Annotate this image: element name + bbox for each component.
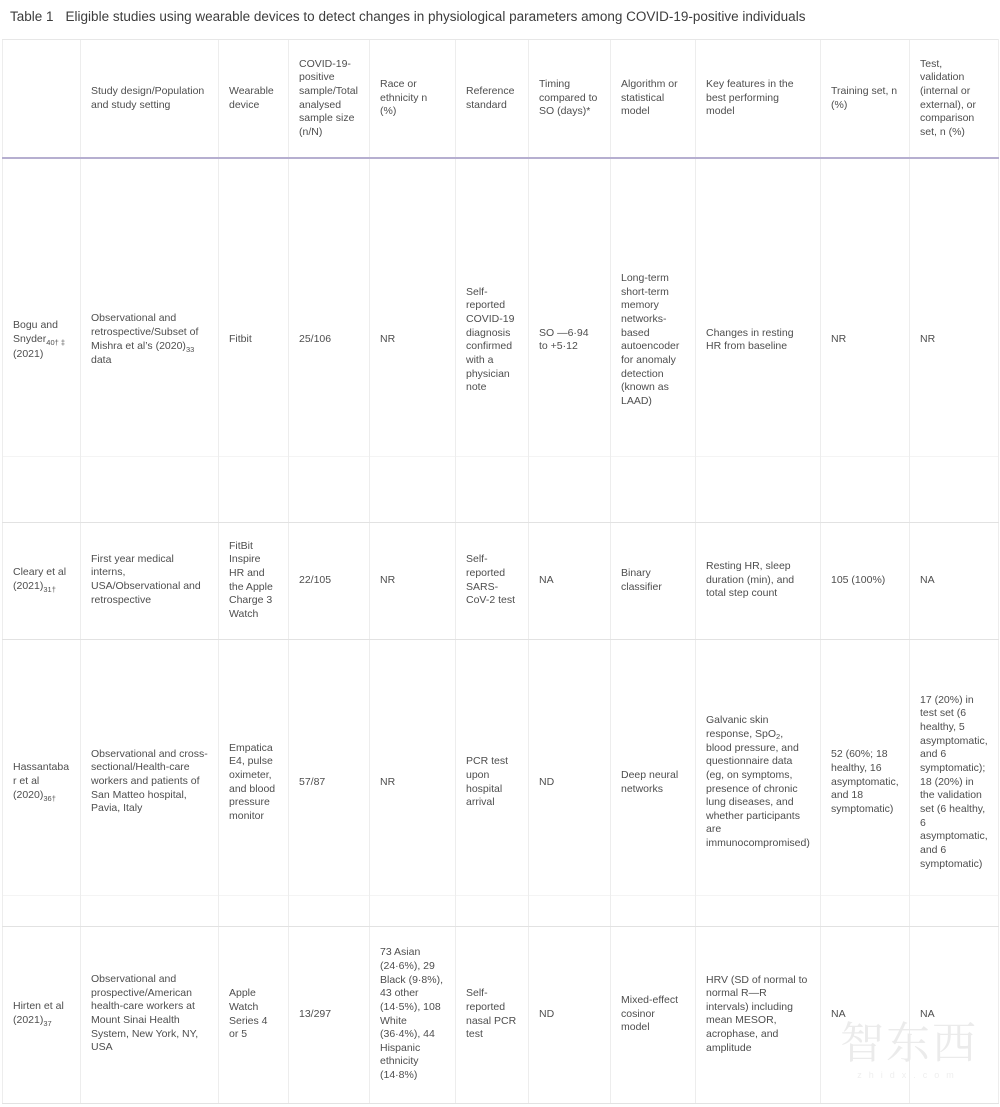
cell-reference: Self-reported COVID-19 diagnosis confirmed with a physician note [456,158,529,522]
cell-design: Observational and retrospective/Subset of Mishra et al’s $(2020)_{33}$ data [81,158,219,522]
cell-sample: 57/87 [289,639,370,926]
table-row-hassantabar [3,639,999,926]
cell-sample: 13/297 [289,926,370,1103]
cell-algorithm: Deep neural networks [611,639,696,926]
zhidx-url: zhidx.com [857,1070,961,1081]
cell-study: Bogu and Snyder$_{40\dagger \ddagger}$ (2021) [3,158,81,522]
cell-test: NR [910,158,999,522]
header-test-validation: Test, validation (internal or external), or comparison set, n (%) [910,40,999,159]
cell-design: Observational and cross-sectional/Health-care workers and patients of San Matteo hospital, Pavia, Italy [81,639,219,926]
cell-test: NA [910,522,999,639]
header-reference-standard: Reference standard [456,40,529,159]
cell-algorithm: Mixed-effect cosinor model [611,926,696,1103]
header-sample-size: COVID-19-positive sample/Total analysed sample size (n/N) [289,40,370,159]
cell-algorithm: Long-term short-term memory networks-based autoencoder for anomaly detection (known as LAAD) [611,158,696,522]
citation-mark: 36† [43,793,56,803]
cell-reference: PCR test upon hospital arrival [456,639,529,926]
header-timing: Timing compared to SO (days)* [529,40,611,159]
header-study [3,40,81,159]
cell-study: Hassantabar et al $(2020)_{36\dagger}$ [3,639,81,926]
table-title [0,0,1000,24]
cell-race: 73 Asian (24·6%), 29 Black (9·8%), 43 other (14·5%), 108 White (36·4%), 44 Hispanic ethnicity (14·8%) [370,926,456,1103]
header-race-ethnicity: Race or ethnicity n (%) [370,40,456,159]
cell-design: Observational and prospective/American health-care workers at Mount Sinai Health System, New York, NY, USA [81,926,219,1103]
cell-timing: ND [529,639,611,926]
studies-table [2,39,999,1104]
subscript-2: 2 [776,731,781,741]
cell-race: NR [370,522,456,639]
zhidx-logo: 智东西 [840,1019,978,1068]
cell-test: NA [910,926,999,1103]
cell-features: Resting HR, sleep duration (min), and total step count [696,522,821,639]
header-key-features: Key features in the best performing model [696,40,821,159]
cell-reference: Self-reported nasal PCR test [456,926,529,1103]
cell-training: 52 (60%; 18 healthy, 16 asymptomatic, and 18 symptomatic) [821,639,910,926]
cell-device: FitBit Inspire HR and the Apple Charge 3 Watch [219,522,289,639]
cell-features: Changes in resting HR from baseline [696,158,821,522]
header-training-set: Training set, n (%) [821,40,910,159]
cell-training: NR [821,158,910,522]
cell-test: 17 (20%) in test set (6 healthy, 5 asymptomatic, and 6 symptomatic); 18 (20%) in the validation set (6 healthy, 6 asymptomatic, and 6 symptomatic) [910,639,999,926]
header-row [3,40,999,159]
cell-device: Apple Watch Series 4 or 5 [219,926,289,1103]
cell-study: Hirten et al $(2021)_{37}$ [3,926,81,1103]
cell-timing: ND [529,926,611,1103]
cell-features: Galvanic skin response, SpO2, blood pressure, and questionnaire data (eg, on symptoms, presence of chronic lung diseases, and whether participants are immunocompromised) [696,639,821,926]
cell-race: NR [370,639,456,926]
cell-timing: NA [529,522,611,639]
cell-reference: Self-reported SARS-CoV-2 test [456,522,529,639]
cell-training: NA [821,926,910,1103]
cell-sample: 22/105 [289,522,370,639]
citation-mark: 31† [43,584,56,594]
header-algorithm: Algorithm or statistical model [611,40,696,159]
cell-race: NR [370,158,456,522]
cell-device: Fitbit [219,158,289,522]
table-caption: Eligible studies using wearable devices to detect changes in physiological parameters among COVID-19-positive individuals [65,9,806,24]
table-row-hirten [3,926,999,1103]
cell-device: Empatica E4, pulse oximeter, and blood pressure monitor [219,639,289,926]
cell-sample: 25/106 [289,158,370,522]
table-number: Table 1 [10,9,54,24]
citation-mark: 40† ‡ [46,337,66,347]
cell-design: First year medical interns, USA/Observational and retrospective [81,522,219,639]
header-study-design: Study design/Population and study setting [81,40,219,159]
citation-mark: 33 [185,344,195,354]
table-row-bogu-snyder [3,158,999,522]
cell-study: Cleary et al $(2021)_{31\dagger}$ [3,522,81,639]
citation-mark: 37 [43,1018,52,1028]
cell-features: HRV (SD of normal to normal R—R intervals) including mean MESOR, acrophase, and amplitude [696,926,821,1103]
cell-algorithm: Binary classifier [611,522,696,639]
cell-training: 105 (100%) [821,522,910,639]
table-row-cleary [3,522,999,639]
cell-timing: SO —6·94 to +5·12 [529,158,611,522]
header-wearable-device: Wearable device [219,40,289,159]
